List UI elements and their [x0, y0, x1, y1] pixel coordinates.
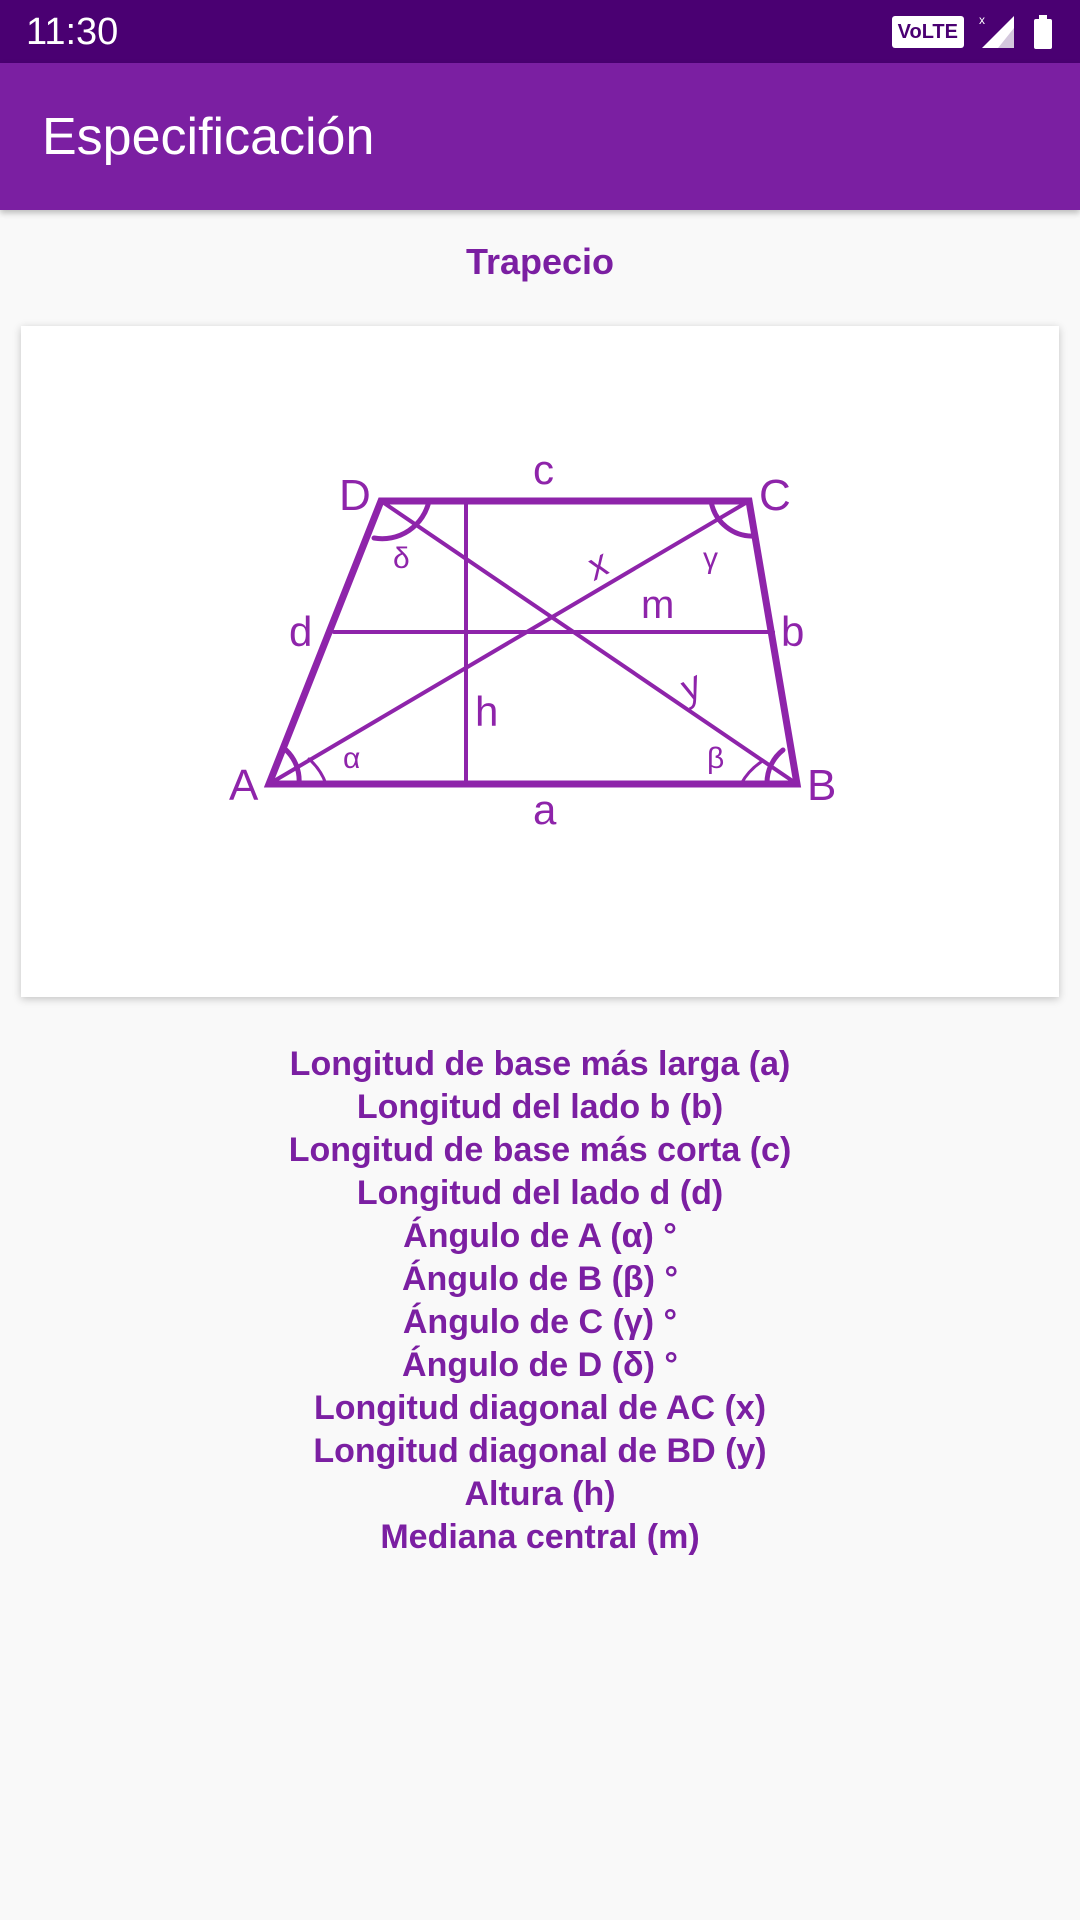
- diagonal-label-y: y: [672, 664, 710, 711]
- side-label-a: a: [533, 786, 557, 833]
- battery-icon: [1032, 14, 1054, 50]
- spec-item-angle-c: Ángulo de C (γ) °: [402, 1303, 678, 1341]
- diagonal-x: [269, 501, 749, 784]
- status-icons: [892, 14, 1054, 50]
- spec-item-diagonal-bd: Longitud diagonal de BD (y): [313, 1432, 767, 1470]
- trapezoid-diagram-card: [21, 326, 1059, 997]
- signal-icon: [978, 14, 1018, 50]
- spec-item-diagonal-ac: Longitud diagonal de AC (x): [313, 1389, 767, 1427]
- spec-item-angle-a: Ángulo de A (α) °: [403, 1217, 677, 1255]
- status-bar: [0, 0, 1080, 63]
- side-label-c: c: [533, 446, 554, 493]
- status-time: 11:30: [26, 11, 119, 53]
- vertex-label-d: D: [339, 471, 371, 520]
- diagonal-y: [381, 501, 797, 784]
- app-bar: [0, 63, 1080, 210]
- spec-item-median: Mediana central (m): [380, 1518, 700, 1556]
- page-title: Especificación: [42, 108, 375, 166]
- angle-arc-a2: [309, 759, 326, 784]
- spec-item-angle-b: Ángulo de B (β) °: [401, 1260, 679, 1298]
- median-label-m: m: [641, 583, 675, 627]
- volte-icon: VoLTE: [892, 16, 964, 48]
- spec-list: [0, 1043, 1080, 1559]
- spec-item-side-b: Longitud del lado b (b): [356, 1088, 724, 1126]
- shape-title: Trapecio: [465, 241, 615, 282]
- angle-label-beta: β: [707, 742, 725, 775]
- spec-item-base-c: Longitud de base más corta (c): [288, 1131, 792, 1169]
- diagonal-label-x: x: [579, 542, 617, 589]
- spec-item-height: Altura (h): [464, 1475, 616, 1513]
- side-label-d: d: [289, 608, 313, 655]
- angle-label-delta: δ: [393, 542, 410, 575]
- spec-item-base-a: Longitud de base más larga (a): [289, 1045, 791, 1083]
- svg-text:x: x: [979, 14, 985, 27]
- side-label-b: b: [781, 608, 805, 655]
- vertex-label-c: C: [759, 471, 791, 520]
- angle-label-alpha: α: [343, 742, 361, 775]
- height-label-h: h: [475, 688, 499, 735]
- spec-item-side-d: Longitud del lado d (d): [356, 1174, 724, 1212]
- angle-arc-a: [286, 750, 299, 784]
- angle-label-gamma: γ: [703, 542, 718, 575]
- vertex-label-b: B: [807, 761, 837, 810]
- spec-item-angle-d: Ángulo de D (δ) °: [402, 1346, 678, 1384]
- vertex-label-a: A: [229, 761, 259, 810]
- trapezoid-diagram: [21, 326, 1059, 997]
